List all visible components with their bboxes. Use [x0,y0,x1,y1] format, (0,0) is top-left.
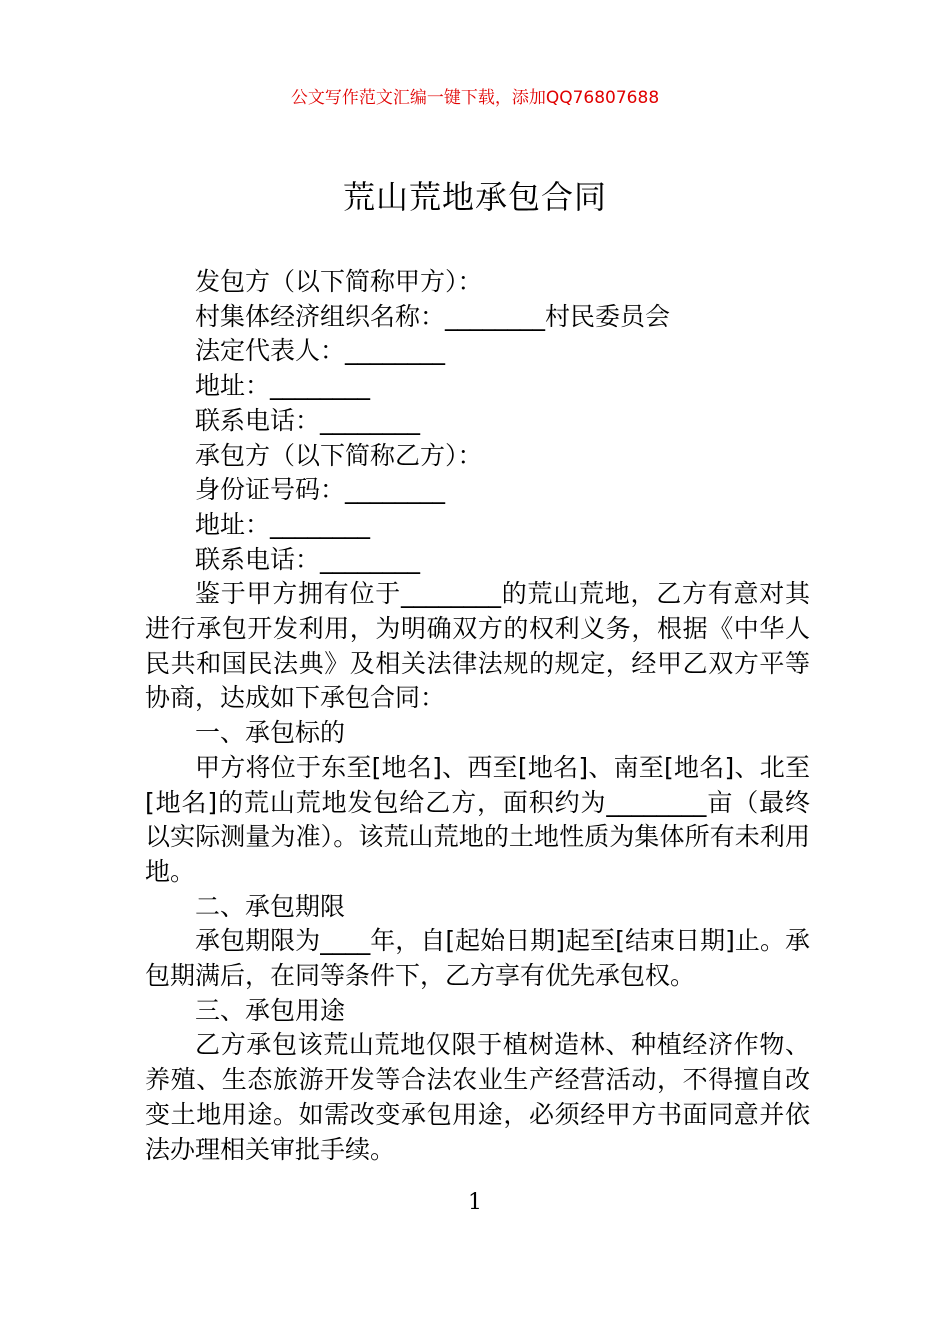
party-line: 地址：________ [195,371,371,401]
page-number: 1 [468,1190,482,1215]
party-line: 发包方（以下简称甲方）： [195,267,483,296]
party-line: 承包方（以下简称乙方）： [195,440,483,470]
section-paragraph: 甲方将位于东至[地名]、西至[地名]、南至[地名]、北至[地名]的荒山荒地发包给乙方，面积约为________亩（最终以实际测量为准）。该荒山荒地的土地性质为集体所有未利用地。 [145,752,810,886]
party-line: 村集体经济组织名称：________村民委员会 [195,301,671,331]
intro-paragraph: 鉴于甲方拥有位于________的荒山荒地，乙方有意对其进行承包开发利用，为明确双方的权利义务，根据《中华人民共和国民法典》及相关法律法规的规定，经甲乙双方平等协商，达成如下承包合同： [145,579,810,713]
section-paragraph: 乙方承包该荒山荒地仅限于植树造林、种植经济作物、养殖、生态旅游开发等合法农业生产经营活动，不得擅自改变土地用途。如需改变承包用途，必须经甲方书面同意并依法办理相关审批手续。 [145,1030,810,1164]
document-title: 荒山荒地承包合同 [342,178,607,216]
party-line: 联系电话：________ [195,544,421,574]
party-line: 法定代表人：________ [195,336,446,366]
document-body [145,265,810,1167]
party-line: 地址：________ [195,509,371,539]
section-heading: 二、承包期限 [195,891,346,921]
section-heading: 一、承包标的 [195,718,346,748]
section-paragraph: 承包期限为____年，自[起始日期]起至[结束日期]止。承包期满后，在同等条件下，乙方享有优先承包权。 [145,926,810,991]
header-note: 公文写作范文汇编一键下载，添加QQ76807688 [290,88,660,108]
party-line: 身份证号码：________ [195,475,446,505]
party-line: 联系电话：________ [195,405,421,435]
section-heading: 三、承包用途 [195,995,346,1025]
